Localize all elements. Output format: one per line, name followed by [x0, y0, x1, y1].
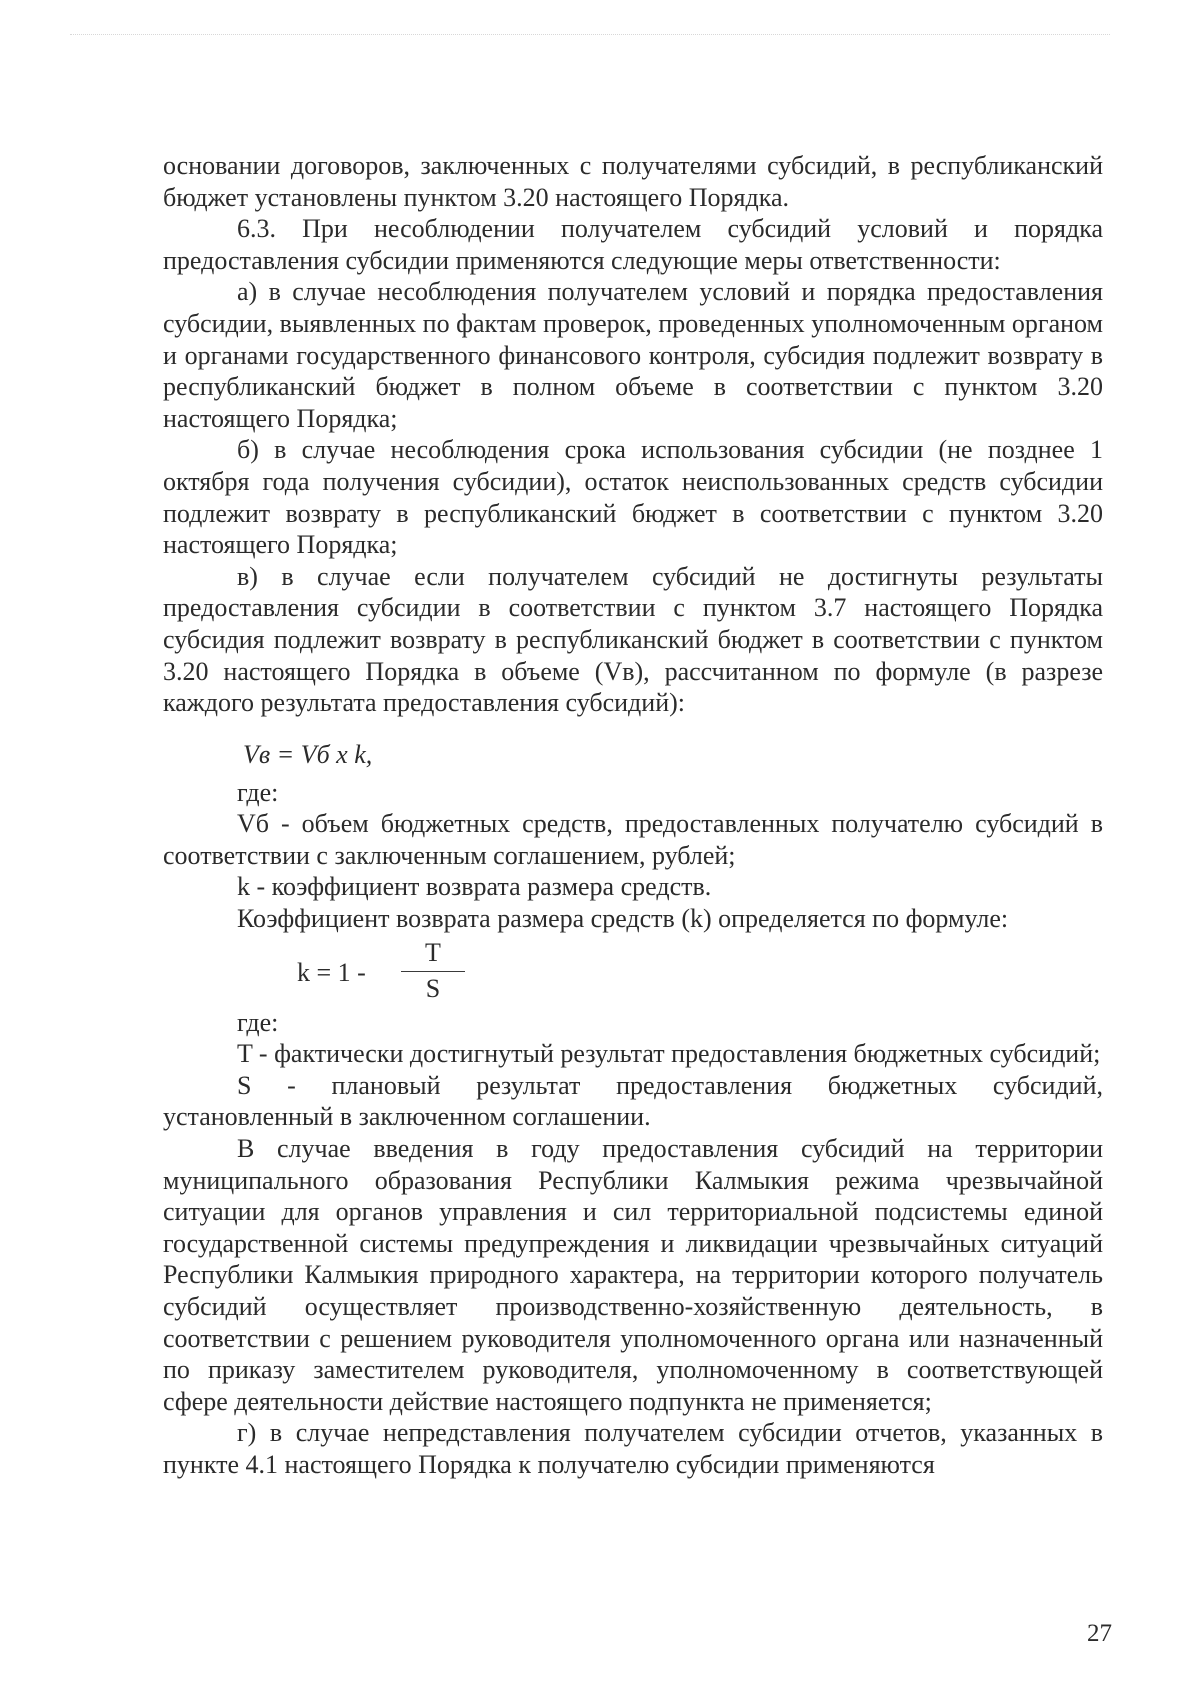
formula-k-numerator: T [425, 937, 441, 967]
paragraph-continuation: основании договоров, заключенных с получателями субсидий, в республиканский бюджет установлены пунктом 3.20 настоящего Порядка. [163, 151, 1103, 212]
formula-return-volume: Vв = Vб x k, [243, 739, 373, 769]
formula-k-denominator: S [425, 973, 441, 1003]
coefficient-intro: Коэффициент возврата размера средств (k) определяется по формуле: [237, 904, 1009, 934]
paragraph-v: в) в случае если получателем субсидий не достигнуты результаты предоставления субсидии в соответствии с пунктом 3.7 настоящего Порядка субсидия подлежит возврату в республиканский бюджет в соответствии с пунктом 3.20 настоящего Порядка в объеме (Vв), рассчитанном по формуле (в разрезе каждого результата предоставления субсидий): [163, 561, 1103, 718]
formula-coefficient-k [163, 935, 1103, 1007]
definition-k: k - коэффициент возврата размера средств. [237, 872, 712, 902]
paragraph-g: г) в случае непредставления получателем субсидии отчетов, указанных в пункте 4.1 настоящего Порядка к получателю субсидии применяются [163, 1418, 1103, 1479]
fraction-bar [401, 971, 465, 972]
where-label-2: где: [237, 1007, 279, 1037]
scan-artifact-line [70, 34, 1110, 35]
definition-vb: Vб - объем бюджетных средств, предоставленных получателю субсидий в соответствии с заключенным соглашением, рублей; [163, 809, 1103, 870]
document-body [163, 150, 1103, 1481]
page-number: 27 [1087, 1620, 1112, 1647]
paragraph-emergency: В случае введения в году предоставления субсидий на территории муниципального образования Республики Калмыкия режима чрезвычайной ситуации для органов управления и сил территориальной подсистемы единой государственной системы предупреждения и ликвидации чрезвычайных ситуаций Республики Калмыкия природного характера, на территории которого получатель субсидий осуществляет производственно-хозяйственную деятельность, в соответствии с решением руководителя уполномоченного органа или назначенный по приказу заместителем руководителя, уполномоченному в соответствующей сфере деятельности действие настоящего подпункта не применяется; [163, 1134, 1103, 1416]
definition-t: T - фактически достигнутый результат предоставления бюджетных субсидий; [237, 1039, 1101, 1069]
definition-s: S - плановый результат предоставления бюджетных субсидий, установленный в заключенном соглашении. [163, 1070, 1103, 1132]
paragraph-6-3: 6.3. При несоблюдении получателем субсидий условий и порядка предоставления субсидии применяются следующие меры ответственности: [163, 214, 1103, 275]
paragraph-a: а) в случае несоблюдения получателем условий и порядка предоставления субсидии, выявленных по фактам проверок, проведенных уполномоченным органом и органами государственного финансового контроля, субсидия подлежит возврату в республиканский бюджет в полном объеме в соответствии с пунктом 3.20 настоящего Порядка; [163, 277, 1103, 433]
formula-k-lhs: k = 1 - [297, 957, 366, 987]
where-label: где: [237, 777, 279, 807]
paragraph-b: б) в случае несоблюдения срока использования субсидии (не позднее 1 октября года получения субсидии), остаток неиспользованных средств субсидии подлежит возврату в республиканский бюджет в соответствии с пунктом 3.20 настоящего Порядка; [163, 435, 1103, 560]
